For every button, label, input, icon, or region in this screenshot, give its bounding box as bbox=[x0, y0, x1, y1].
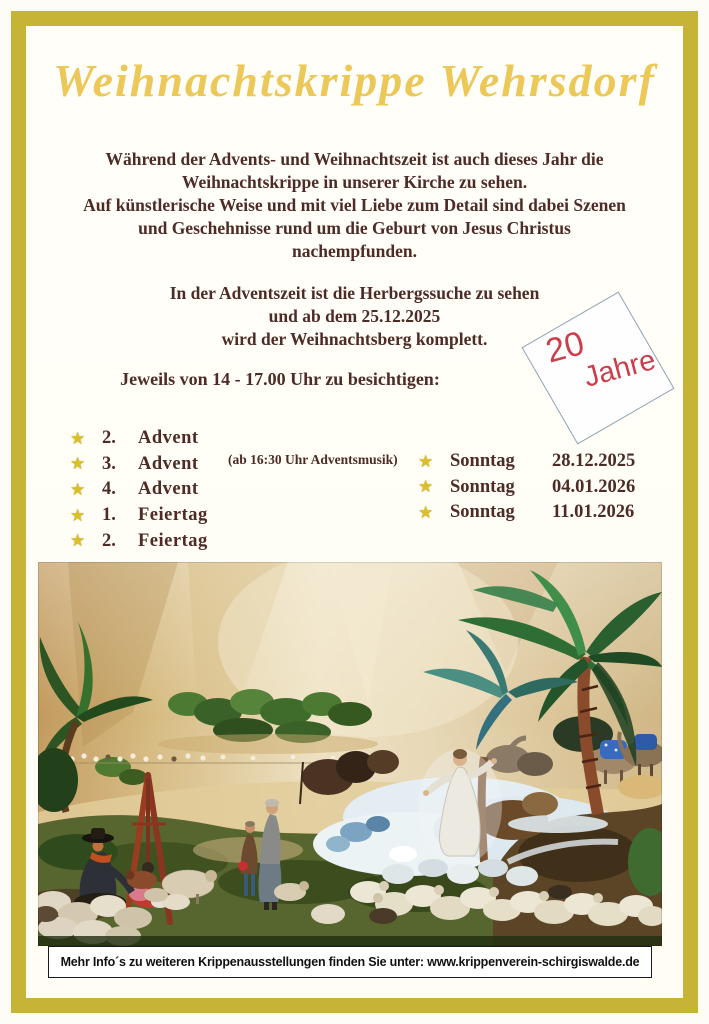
star-icon: ★ bbox=[70, 428, 86, 449]
weekday-label: Sonntag bbox=[450, 476, 515, 497]
weekday-label: Sonntag bbox=[450, 502, 515, 523]
advent-line: wird der Weihnachtsberg komplett. bbox=[221, 329, 488, 349]
advent-line: und ab dem 25.12.2025 bbox=[268, 306, 441, 326]
date-label: Feiertag bbox=[138, 505, 208, 526]
star-icon: ★ bbox=[418, 502, 434, 523]
list-item bbox=[418, 475, 635, 501]
star-icon: ★ bbox=[418, 451, 434, 472]
date-number: 1. bbox=[102, 505, 116, 526]
page-title: Weihnachtskrippe Wehrsdorf bbox=[53, 55, 656, 106]
sunday-date-list bbox=[418, 449, 635, 526]
list-item bbox=[70, 452, 208, 478]
list-item bbox=[418, 500, 635, 526]
date-value: 04.01.2026 bbox=[552, 476, 636, 497]
intro-line: und Geschehnisse rund um die Geburt von Jesus Christus bbox=[138, 218, 571, 238]
date-number: 3. bbox=[102, 453, 116, 474]
date-label: Advent bbox=[138, 479, 199, 500]
music-note: (ab 16:30 Uhr Adventsmusik) bbox=[228, 452, 398, 467]
star-icon: ★ bbox=[70, 454, 86, 475]
intro-line: Auf künstlerische Weise und mit viel Liebe zum Detail sind dabei Szenen bbox=[83, 195, 626, 215]
date-label: Advent bbox=[138, 428, 199, 449]
intro-line: Während der Advents- und Weihnachtszeit ist auch dieses Jahr die bbox=[105, 149, 604, 169]
list-item bbox=[70, 528, 208, 554]
list-item bbox=[70, 477, 208, 503]
intro-paragraph bbox=[36, 148, 673, 263]
date-number: 4. bbox=[102, 479, 116, 500]
photo-soil-strip bbox=[38, 936, 662, 946]
badge-years: 20 bbox=[541, 324, 589, 371]
badge-word: Jahre bbox=[580, 344, 660, 394]
weekday-label: Sonntag bbox=[450, 451, 515, 472]
star-icon: ★ bbox=[70, 531, 86, 552]
date-number: 2. bbox=[102, 428, 116, 449]
star-icon: ★ bbox=[418, 477, 434, 498]
date-number: 2. bbox=[102, 530, 116, 551]
star-icon: ★ bbox=[70, 479, 86, 500]
intro-line: nachempfunden. bbox=[292, 241, 417, 261]
advent-date-list bbox=[70, 426, 208, 554]
footer-note: Mehr Info´s zu weiteren Krippenausstellungen finden Sie unter: www.krippenverein-schirgiswalde.de bbox=[48, 946, 652, 978]
list-item bbox=[418, 449, 635, 475]
date-value: 11.01.2026 bbox=[552, 502, 635, 523]
star-icon: ★ bbox=[70, 505, 86, 526]
nativity-photo bbox=[38, 562, 662, 946]
date-value: 28.12.2025 bbox=[552, 451, 636, 472]
intro-line: Weihnachtskrippe in unserer Kirche zu sehen. bbox=[181, 172, 528, 192]
advent-line: In der Adventszeit ist die Herbergssuche zu sehen bbox=[169, 283, 540, 303]
list-item bbox=[70, 426, 208, 452]
list-item bbox=[70, 503, 208, 529]
date-label: Advent bbox=[138, 453, 199, 474]
visiting-hours-line: Jeweils von 14 - 17.00 Uhr zu besichtigen: bbox=[120, 369, 440, 389]
photo-jesus-figure bbox=[418, 749, 502, 865]
date-label: Feiertag bbox=[138, 530, 208, 551]
